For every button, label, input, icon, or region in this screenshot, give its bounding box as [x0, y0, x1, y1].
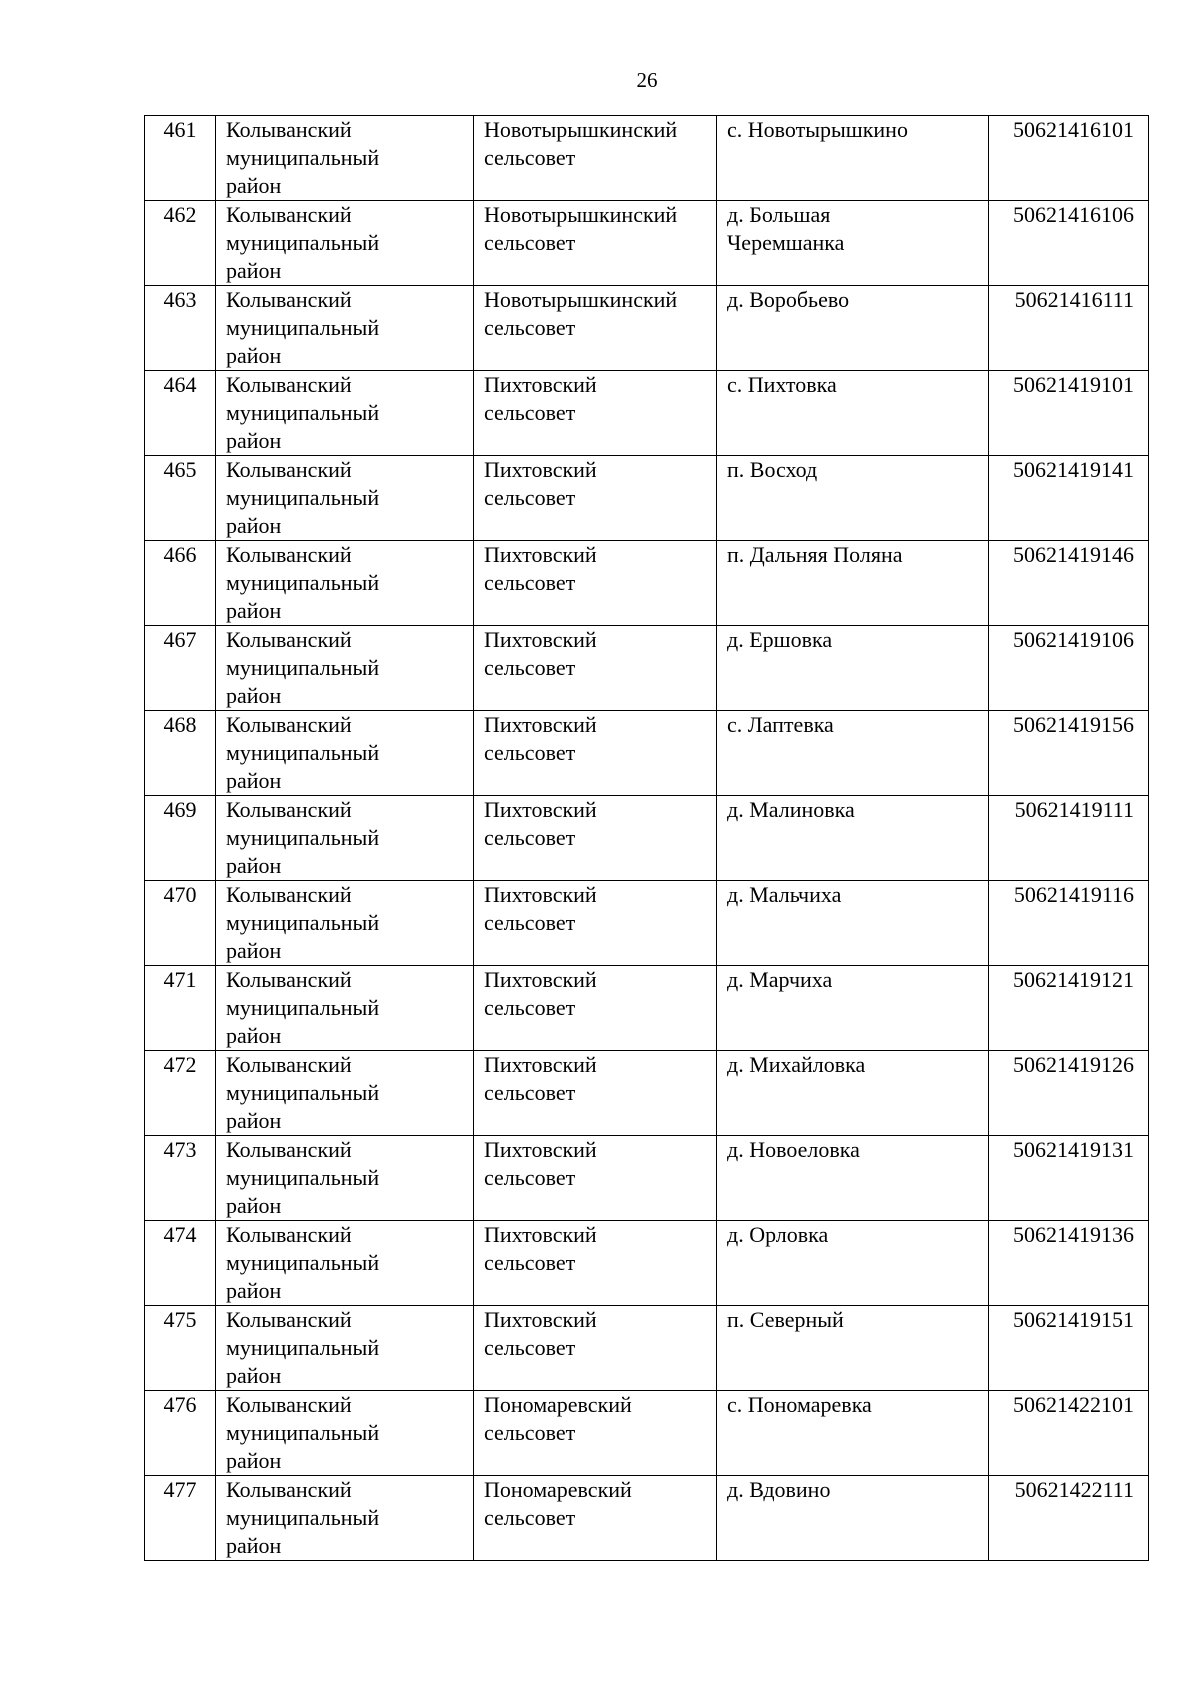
oktmo-code-cell: 50621419156 — [989, 711, 1149, 796]
settlement-cell: с. Новотырышкино — [717, 116, 989, 201]
row-number-cell: 475 — [145, 1306, 216, 1391]
council-cell: Пихтовский сельсовет — [474, 1051, 717, 1136]
settlement-cell: д. Большая Черемшанка — [717, 201, 989, 286]
row-number-cell: 473 — [145, 1136, 216, 1221]
oktmo-code-cell: 50621419141 — [989, 456, 1149, 541]
district-cell: Колыванский муниципальный район — [216, 796, 474, 881]
settlement-cell: д. Вдовино — [717, 1476, 989, 1561]
table-row — [145, 1136, 1149, 1221]
row-number-cell: 476 — [145, 1391, 216, 1476]
table-row — [145, 1221, 1149, 1306]
district-cell: Колыванский муниципальный район — [216, 456, 474, 541]
settlements-table — [144, 115, 1149, 1561]
row-number-cell: 474 — [145, 1221, 216, 1306]
table-row — [145, 286, 1149, 371]
district-cell: Колыванский муниципальный район — [216, 371, 474, 456]
district-cell: Колыванский муниципальный район — [216, 626, 474, 711]
settlement-cell: п. Восход — [717, 456, 989, 541]
row-number-cell: 466 — [145, 541, 216, 626]
district-cell: Колыванский муниципальный район — [216, 201, 474, 286]
settlement-cell: д. Ершовка — [717, 626, 989, 711]
row-number-cell: 477 — [145, 1476, 216, 1561]
row-number-cell: 471 — [145, 966, 216, 1051]
table-row — [145, 1476, 1149, 1561]
district-cell: Колыванский муниципальный район — [216, 1391, 474, 1476]
council-cell: Пихтовский сельсовет — [474, 626, 717, 711]
table-row — [145, 456, 1149, 541]
settlement-cell: д. Новоеловка — [717, 1136, 989, 1221]
settlement-cell: д. Орловка — [717, 1221, 989, 1306]
table-body — [145, 116, 1149, 1561]
table-row — [145, 371, 1149, 456]
settlement-cell: с. Пихтовка — [717, 371, 989, 456]
oktmo-code-cell: 50621419121 — [989, 966, 1149, 1051]
oktmo-code-cell: 50621419116 — [989, 881, 1149, 966]
row-number-cell: 465 — [145, 456, 216, 541]
table-row — [145, 116, 1149, 201]
district-cell: Колыванский муниципальный район — [216, 881, 474, 966]
oktmo-code-cell: 50621419131 — [989, 1136, 1149, 1221]
district-cell: Колыванский муниципальный район — [216, 966, 474, 1051]
oktmo-code-cell: 50621419111 — [989, 796, 1149, 881]
district-cell: Колыванский муниципальный район — [216, 1476, 474, 1561]
council-cell: Пихтовский сельсовет — [474, 371, 717, 456]
settlement-cell: д. Мальчиха — [717, 881, 989, 966]
table-row — [145, 201, 1149, 286]
row-number-cell: 470 — [145, 881, 216, 966]
district-cell: Колыванский муниципальный район — [216, 116, 474, 201]
council-cell: Новотырышкинский сельсовет — [474, 286, 717, 371]
table-row — [145, 796, 1149, 881]
district-cell: Колыванский муниципальный район — [216, 1051, 474, 1136]
table-row — [145, 711, 1149, 796]
council-cell: Пихтовский сельсовет — [474, 456, 717, 541]
oktmo-code-cell: 50621419126 — [989, 1051, 1149, 1136]
settlement-cell: д. Михайловка — [717, 1051, 989, 1136]
table-row — [145, 966, 1149, 1051]
oktmo-code-cell: 50621419136 — [989, 1221, 1149, 1306]
row-number-cell: 463 — [145, 286, 216, 371]
row-number-cell: 467 — [145, 626, 216, 711]
row-number-cell: 472 — [145, 1051, 216, 1136]
table-row — [145, 1306, 1149, 1391]
table-row — [145, 626, 1149, 711]
district-cell: Колыванский муниципальный район — [216, 711, 474, 796]
district-cell: Колыванский муниципальный район — [216, 1221, 474, 1306]
row-number-cell: 462 — [145, 201, 216, 286]
settlement-cell: п. Северный — [717, 1306, 989, 1391]
row-number-cell: 469 — [145, 796, 216, 881]
council-cell: Пихтовский сельсовет — [474, 541, 717, 626]
row-number-cell: 464 — [145, 371, 216, 456]
district-cell: Колыванский муниципальный район — [216, 1136, 474, 1221]
settlement-cell: с. Пономаревка — [717, 1391, 989, 1476]
district-cell: Колыванский муниципальный район — [216, 1306, 474, 1391]
oktmo-code-cell: 50621419106 — [989, 626, 1149, 711]
settlement-cell: д. Воробьево — [717, 286, 989, 371]
council-cell: Пихтовский сельсовет — [474, 1221, 717, 1306]
oktmo-code-cell: 50621416101 — [989, 116, 1149, 201]
table-row — [145, 541, 1149, 626]
settlement-cell: с. Лаптевка — [717, 711, 989, 796]
oktmo-code-cell: 50621416111 — [989, 286, 1149, 371]
district-cell: Колыванский муниципальный район — [216, 286, 474, 371]
council-cell: Пономаревский сельсовет — [474, 1476, 717, 1561]
oktmo-code-cell: 50621422111 — [989, 1476, 1149, 1561]
council-cell: Пихтовский сельсовет — [474, 796, 717, 881]
table-row — [145, 881, 1149, 966]
oktmo-code-cell: 50621419146 — [989, 541, 1149, 626]
oktmo-code-cell: 50621419101 — [989, 371, 1149, 456]
council-cell: Пихтовский сельсовет — [474, 1306, 717, 1391]
council-cell: Пихтовский сельсовет — [474, 881, 717, 966]
oktmo-code-cell: 50621419151 — [989, 1306, 1149, 1391]
council-cell: Пихтовский сельсовет — [474, 966, 717, 1051]
council-cell: Пихтовский сельсовет — [474, 1136, 717, 1221]
settlement-cell: д. Малиновка — [717, 796, 989, 881]
council-cell: Пономаревский сельсовет — [474, 1391, 717, 1476]
council-cell: Новотырышкинский сельсовет — [474, 201, 717, 286]
district-cell: Колыванский муниципальный район — [216, 541, 474, 626]
oktmo-code-cell: 50621422101 — [989, 1391, 1149, 1476]
settlement-cell: п. Дальняя Поляна — [717, 541, 989, 626]
table-row — [145, 1391, 1149, 1476]
table-row — [145, 1051, 1149, 1136]
row-number-cell: 468 — [145, 711, 216, 796]
row-number-cell: 461 — [145, 116, 216, 201]
oktmo-code-cell: 50621416106 — [989, 201, 1149, 286]
settlement-cell: д. Марчиха — [717, 966, 989, 1051]
council-cell: Пихтовский сельсовет — [474, 711, 717, 796]
page-number: 26 — [636, 68, 658, 92]
council-cell: Новотырышкинский сельсовет — [474, 116, 717, 201]
